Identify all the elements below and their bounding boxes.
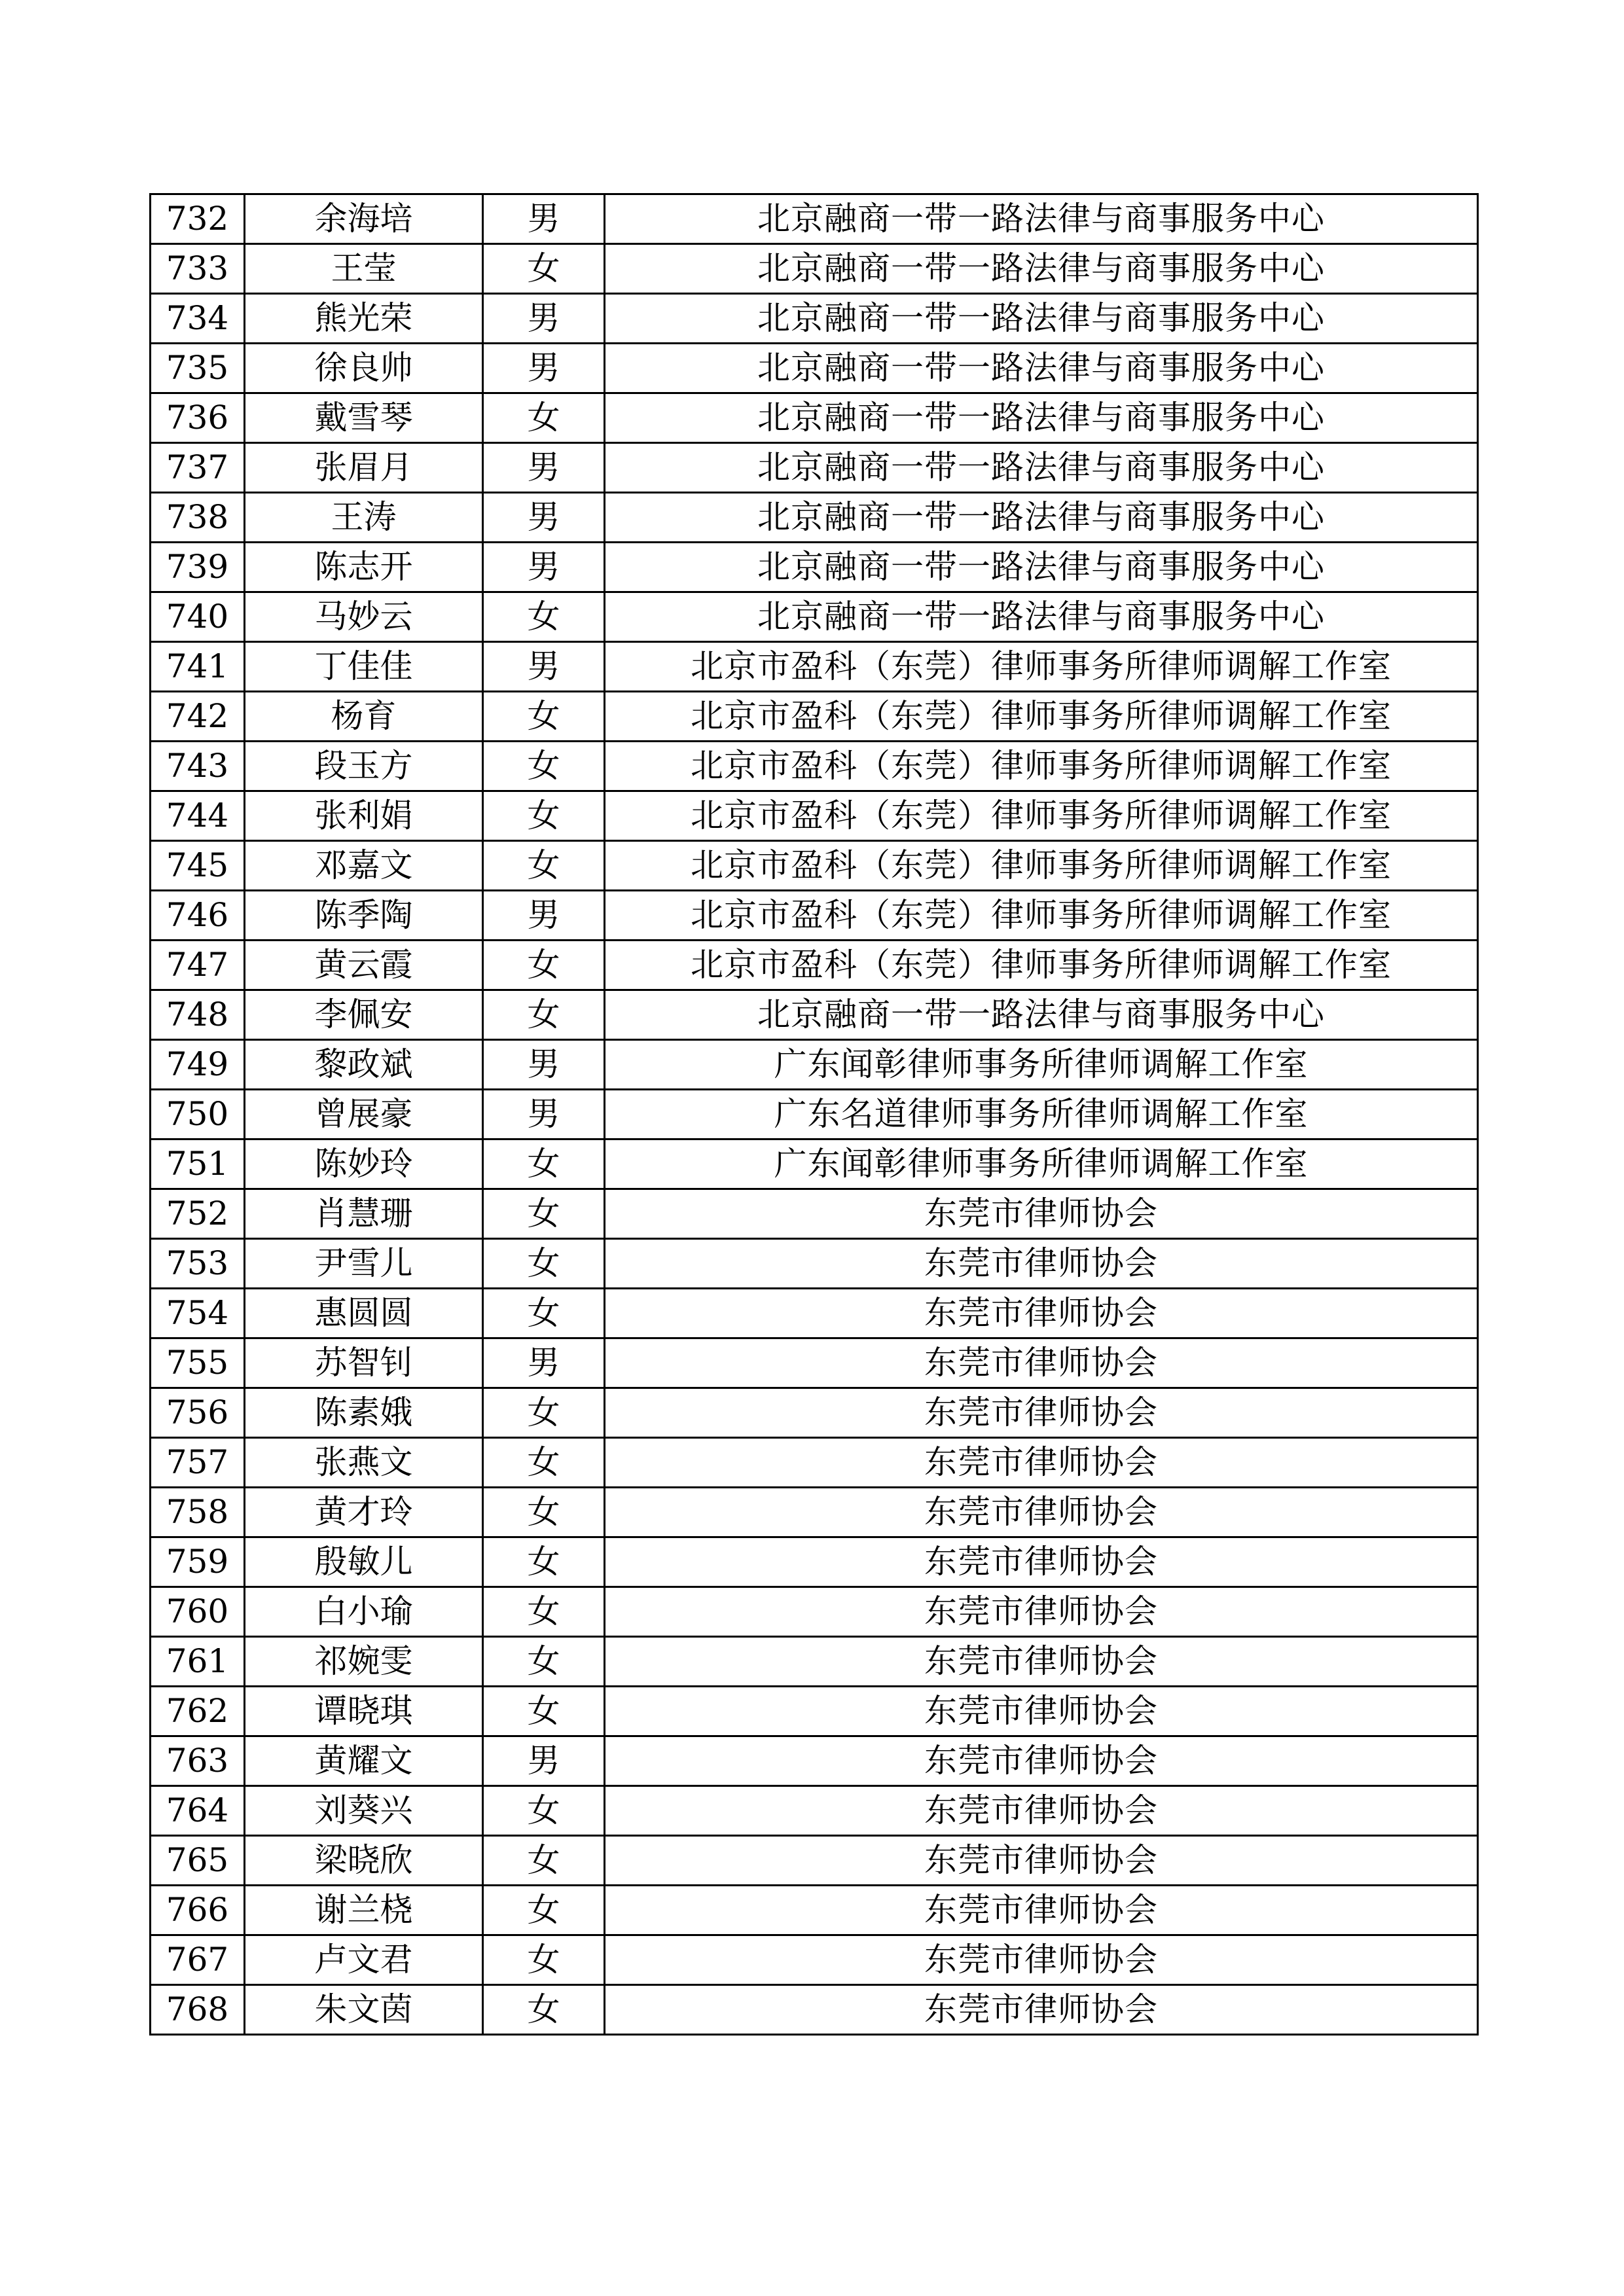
- table-row: [151, 891, 1478, 941]
- person-gender: 男: [483, 891, 605, 941]
- table-row: [151, 1488, 1478, 1537]
- organization: 北京市盈科（东莞）律师事务所律师调解工作室: [605, 692, 1478, 742]
- table-row: [151, 1139, 1478, 1189]
- organization: 北京市盈科（东莞）律师事务所律师调解工作室: [605, 742, 1478, 791]
- person-gender: 女: [483, 990, 605, 1040]
- person-name: 白小瑜: [245, 1587, 483, 1637]
- person-name: 梁晓欣: [245, 1836, 483, 1886]
- organization: 北京市盈科（东莞）律师事务所律师调解工作室: [605, 941, 1478, 990]
- person-gender: 男: [483, 443, 605, 493]
- person-gender: 女: [483, 1836, 605, 1886]
- person-name: 陈妙玲: [245, 1139, 483, 1189]
- table-row: [151, 1438, 1478, 1488]
- person-gender: 男: [483, 194, 605, 244]
- table-row: [151, 791, 1478, 841]
- person-name: 黎政斌: [245, 1040, 483, 1090]
- person-name: 黄云霞: [245, 941, 483, 990]
- row-number: 735: [151, 344, 245, 393]
- person-name: 祁婉雯: [245, 1637, 483, 1687]
- organization: 东莞市律师协会: [605, 1338, 1478, 1388]
- person-gender: 女: [483, 592, 605, 642]
- person-gender: 男: [483, 1338, 605, 1388]
- row-number: 734: [151, 294, 245, 344]
- table-row: [151, 742, 1478, 791]
- table-row: [151, 1537, 1478, 1587]
- row-number: 755: [151, 1338, 245, 1388]
- row-number: 744: [151, 791, 245, 841]
- table-row: [151, 1886, 1478, 1935]
- row-number: 747: [151, 941, 245, 990]
- person-gender: 女: [483, 1488, 605, 1537]
- person-gender: 女: [483, 1537, 605, 1587]
- row-number: 766: [151, 1886, 245, 1935]
- person-name: 尹雪儿: [245, 1239, 483, 1289]
- row-number: 748: [151, 990, 245, 1040]
- table-row: [151, 244, 1478, 294]
- table-row: [151, 841, 1478, 891]
- table-row: [151, 1040, 1478, 1090]
- person-name: 王涛: [245, 493, 483, 543]
- organization: 北京融商一带一路法律与商事服务中心: [605, 393, 1478, 443]
- row-number: 758: [151, 1488, 245, 1537]
- row-number: 759: [151, 1537, 245, 1587]
- row-number: 760: [151, 1587, 245, 1637]
- table-row: [151, 543, 1478, 592]
- organization: 北京融商一带一路法律与商事服务中心: [605, 344, 1478, 393]
- organization: 东莞市律师协会: [605, 1289, 1478, 1338]
- table-row: [151, 294, 1478, 344]
- row-number: 753: [151, 1239, 245, 1289]
- row-number: 733: [151, 244, 245, 294]
- row-number: 742: [151, 692, 245, 742]
- row-number: 741: [151, 642, 245, 692]
- person-name: 殷敏儿: [245, 1537, 483, 1587]
- organization: 东莞市律师协会: [605, 1239, 1478, 1289]
- person-gender: 女: [483, 1388, 605, 1438]
- person-name: 段玉方: [245, 742, 483, 791]
- organization: 北京融商一带一路法律与商事服务中心: [605, 443, 1478, 493]
- table-row: [151, 1239, 1478, 1289]
- row-number: 754: [151, 1289, 245, 1338]
- person-name: 苏智钊: [245, 1338, 483, 1388]
- row-number: 765: [151, 1836, 245, 1886]
- person-gender: 男: [483, 1736, 605, 1786]
- organization: 东莞市律师协会: [605, 1886, 1478, 1935]
- table-row: [151, 1786, 1478, 1836]
- table-row: [151, 1587, 1478, 1637]
- person-gender: 女: [483, 742, 605, 791]
- person-name: 余海培: [245, 194, 483, 244]
- table-row: [151, 1687, 1478, 1736]
- person-gender: 女: [483, 1935, 605, 1985]
- organization: 东莞市律师协会: [605, 1736, 1478, 1786]
- person-name: 杨育: [245, 692, 483, 742]
- row-number: 756: [151, 1388, 245, 1438]
- person-gender: 女: [483, 1438, 605, 1488]
- person-gender: 女: [483, 791, 605, 841]
- person-name: 黄耀文: [245, 1736, 483, 1786]
- row-number: 764: [151, 1786, 245, 1836]
- person-name: 肖慧珊: [245, 1189, 483, 1239]
- table-row: [151, 194, 1478, 244]
- table-row: [151, 1985, 1478, 2035]
- person-name: 邓嘉文: [245, 841, 483, 891]
- table-row: [151, 990, 1478, 1040]
- person-name: 谭晓琪: [245, 1687, 483, 1736]
- table-row: [151, 344, 1478, 393]
- person-gender: 男: [483, 294, 605, 344]
- person-gender: 男: [483, 344, 605, 393]
- person-name: 张燕文: [245, 1438, 483, 1488]
- row-number: 752: [151, 1189, 245, 1239]
- mediator-roster-table: [149, 193, 1479, 2036]
- row-number: 750: [151, 1090, 245, 1139]
- organization: 北京融商一带一路法律与商事服务中心: [605, 244, 1478, 294]
- person-gender: 女: [483, 1239, 605, 1289]
- person-gender: 男: [483, 1040, 605, 1090]
- row-number: 743: [151, 742, 245, 791]
- person-gender: 女: [483, 941, 605, 990]
- table-row: [151, 941, 1478, 990]
- row-number: 745: [151, 841, 245, 891]
- person-name: 朱文茵: [245, 1985, 483, 2035]
- organization: 北京融商一带一路法律与商事服务中心: [605, 990, 1478, 1040]
- organization: 广东闻彰律师事务所律师调解工作室: [605, 1139, 1478, 1189]
- organization: 北京融商一带一路法律与商事服务中心: [605, 543, 1478, 592]
- table-row: [151, 592, 1478, 642]
- person-gender: 女: [483, 692, 605, 742]
- person-gender: 女: [483, 1189, 605, 1239]
- person-name: 马妙云: [245, 592, 483, 642]
- row-number: 757: [151, 1438, 245, 1488]
- table-row: [151, 642, 1478, 692]
- table-row: [151, 1637, 1478, 1687]
- person-name: 卢文君: [245, 1935, 483, 1985]
- person-gender: 女: [483, 1687, 605, 1736]
- organization: 东莞市律师协会: [605, 1189, 1478, 1239]
- person-name: 戴雪琴: [245, 393, 483, 443]
- organization: 北京市盈科（东莞）律师事务所律师调解工作室: [605, 891, 1478, 941]
- person-gender: 女: [483, 1139, 605, 1189]
- organization: 东莞市律师协会: [605, 1836, 1478, 1886]
- organization: 东莞市律师协会: [605, 1587, 1478, 1637]
- organization: 东莞市律师协会: [605, 1488, 1478, 1537]
- person-name: 陈志开: [245, 543, 483, 592]
- person-gender: 女: [483, 1786, 605, 1836]
- row-number: 732: [151, 194, 245, 244]
- roster-table-body: [151, 194, 1478, 2035]
- table-row: [151, 1935, 1478, 1985]
- organization: 北京融商一带一路法律与商事服务中心: [605, 592, 1478, 642]
- person-name: 曾展豪: [245, 1090, 483, 1139]
- row-number: 749: [151, 1040, 245, 1090]
- person-name: 李佩安: [245, 990, 483, 1040]
- person-gender: 男: [483, 493, 605, 543]
- organization: 北京市盈科（东莞）律师事务所律师调解工作室: [605, 791, 1478, 841]
- organization: 东莞市律师协会: [605, 1935, 1478, 1985]
- person-name: 张眉月: [245, 443, 483, 493]
- organization: 北京融商一带一路法律与商事服务中心: [605, 294, 1478, 344]
- table-row: [151, 493, 1478, 543]
- row-number: 740: [151, 592, 245, 642]
- organization: 东莞市律师协会: [605, 1786, 1478, 1836]
- organization: 广东名道律师事务所律师调解工作室: [605, 1090, 1478, 1139]
- organization: 东莞市律师协会: [605, 1637, 1478, 1687]
- person-name: 徐良帅: [245, 344, 483, 393]
- organization: 东莞市律师协会: [605, 1537, 1478, 1587]
- person-name: 谢兰桡: [245, 1886, 483, 1935]
- table-row: [151, 1338, 1478, 1388]
- organization: 东莞市律师协会: [605, 1388, 1478, 1438]
- row-number: 767: [151, 1935, 245, 1985]
- organization: 北京市盈科（东莞）律师事务所律师调解工作室: [605, 642, 1478, 692]
- organization: 东莞市律师协会: [605, 1438, 1478, 1488]
- table-row: [151, 443, 1478, 493]
- organization: 北京融商一带一路法律与商事服务中心: [605, 493, 1478, 543]
- table-row: [151, 1736, 1478, 1786]
- person-gender: 女: [483, 1289, 605, 1338]
- person-gender: 女: [483, 841, 605, 891]
- person-gender: 女: [483, 393, 605, 443]
- table-row: [151, 1189, 1478, 1239]
- person-name: 陈素娥: [245, 1388, 483, 1438]
- person-gender: 男: [483, 543, 605, 592]
- person-gender: 女: [483, 1587, 605, 1637]
- person-name: 刘葵兴: [245, 1786, 483, 1836]
- row-number: 762: [151, 1687, 245, 1736]
- organization: 广东闻彰律师事务所律师调解工作室: [605, 1040, 1478, 1090]
- table-row: [151, 1090, 1478, 1139]
- table-row: [151, 1289, 1478, 1338]
- person-name: 丁佳佳: [245, 642, 483, 692]
- table-row: [151, 1388, 1478, 1438]
- row-number: 763: [151, 1736, 245, 1786]
- table-row: [151, 692, 1478, 742]
- row-number: 738: [151, 493, 245, 543]
- person-gender: 男: [483, 642, 605, 692]
- person-gender: 女: [483, 1637, 605, 1687]
- person-name: 陈季陶: [245, 891, 483, 941]
- person-name: 黄才玲: [245, 1488, 483, 1537]
- person-name: 张利娟: [245, 791, 483, 841]
- row-number: 736: [151, 393, 245, 443]
- table-row: [151, 393, 1478, 443]
- person-name: 王莹: [245, 244, 483, 294]
- row-number: 761: [151, 1637, 245, 1687]
- person-gender: 女: [483, 1985, 605, 2035]
- organization: 北京市盈科（东莞）律师事务所律师调解工作室: [605, 841, 1478, 891]
- row-number: 746: [151, 891, 245, 941]
- row-number: 739: [151, 543, 245, 592]
- row-number: 768: [151, 1985, 245, 2035]
- organization: 北京融商一带一路法律与商事服务中心: [605, 194, 1478, 244]
- person-gender: 女: [483, 1886, 605, 1935]
- table-row: [151, 1836, 1478, 1886]
- organization: 东莞市律师协会: [605, 1985, 1478, 2035]
- person-name: 熊光荣: [245, 294, 483, 344]
- person-name: 惠圆圆: [245, 1289, 483, 1338]
- person-gender: 女: [483, 244, 605, 294]
- row-number: 737: [151, 443, 245, 493]
- row-number: 751: [151, 1139, 245, 1189]
- person-gender: 男: [483, 1090, 605, 1139]
- organization: 东莞市律师协会: [605, 1687, 1478, 1736]
